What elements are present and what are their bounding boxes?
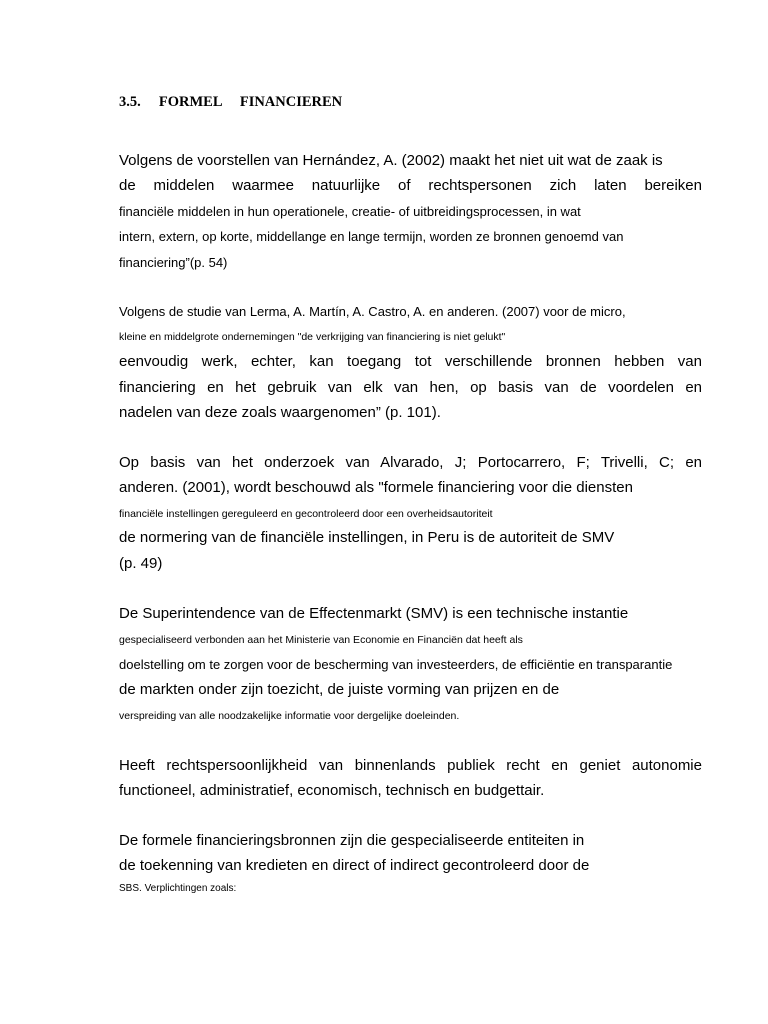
section-heading: 3.5. FORMEL FINANCIEREN <box>119 94 343 110</box>
paragraph-line: functioneel, administratief, economisch, technisch en budgettair. <box>119 782 545 799</box>
paragraph-line: de middelen waarmee natuurlijke of rechtspersonen zich laten bereiken <box>119 177 702 194</box>
paragraph-line: intern, extern, op korte, middellange en lange termijn, worden ze bronnen genoemd van <box>119 229 624 244</box>
paragraph-line: eenvoudig werk, echter, kan toegang tot verschillende bronnen hebben van <box>119 353 702 370</box>
paragraph-line: De formele financieringsbronnen zijn die gespecialiseerde entiteiten in <box>119 832 585 849</box>
paragraph-line: verspreiding van alle noodzakelijke informatie voor dergelijke doeleinden. <box>119 710 460 722</box>
paragraph-line: financiële instellingen gereguleerd en gecontroleerd door een overheidsautoriteit <box>119 508 493 520</box>
paragraph-line: Volgens de voorstellen van Hernández, A. (2002) maakt het niet uit wat de zaak is <box>119 152 663 169</box>
paragraph-line: De Superintendence van de Effectenmarkt (SMV) is een technische instantie <box>119 605 629 622</box>
paragraph-line: gespecialiseerd verbonden aan het Ministerie van Economie en Financiën dat heeft als <box>119 634 523 646</box>
paragraph-line: de toekenning van kredieten en direct of indirect gecontroleerd door de <box>119 857 590 874</box>
paragraph-line: kleine en middelgrote ondernemingen "de verkrijging van financiering is niet gelukt" <box>119 331 506 343</box>
paragraph-line: anderen. (2001), wordt beschouwd als "formele financiering voor die diensten <box>119 479 633 496</box>
paragraph-line: financiering en het gebruik van elk van hen, op basis van de voordelen en <box>119 379 702 396</box>
paragraph-line: Heeft rechtspersoonlijkheid van binnenlands publiek recht en geniet autonomie <box>119 757 702 774</box>
paragraph-line: SBS. Verplichtingen zoals: <box>119 883 237 894</box>
paragraph-line: doelstelling om te zorgen voor de bescherming van investeerders, de efficiëntie en transparantie <box>119 657 673 672</box>
paragraph-line: (p. 49) <box>119 555 163 572</box>
paragraph-line: Op basis van het onderzoek van Alvarado, J; Portocarrero, F; Trivelli, C; en <box>119 454 702 471</box>
paragraph-line: financiering”(p. 54) <box>119 255 228 270</box>
paragraph-line: nadelen van deze zoals waargenomen” (p. 101). <box>119 404 441 421</box>
paragraph-line: de markten onder zijn toezicht, de juiste vorming van prijzen en de <box>119 681 560 698</box>
paragraph-line: Volgens de studie van Lerma, A. Martín, A. Castro, A. en anderen. (2007) voor de micro, <box>119 304 626 319</box>
paragraph-line: financiële middelen in hun operationele, creatie- of uitbreidingsprocessen, in wat <box>119 204 581 219</box>
paragraph-line: de normering van de financiële instellingen, in Peru is de autoriteit de SMV <box>119 529 615 546</box>
